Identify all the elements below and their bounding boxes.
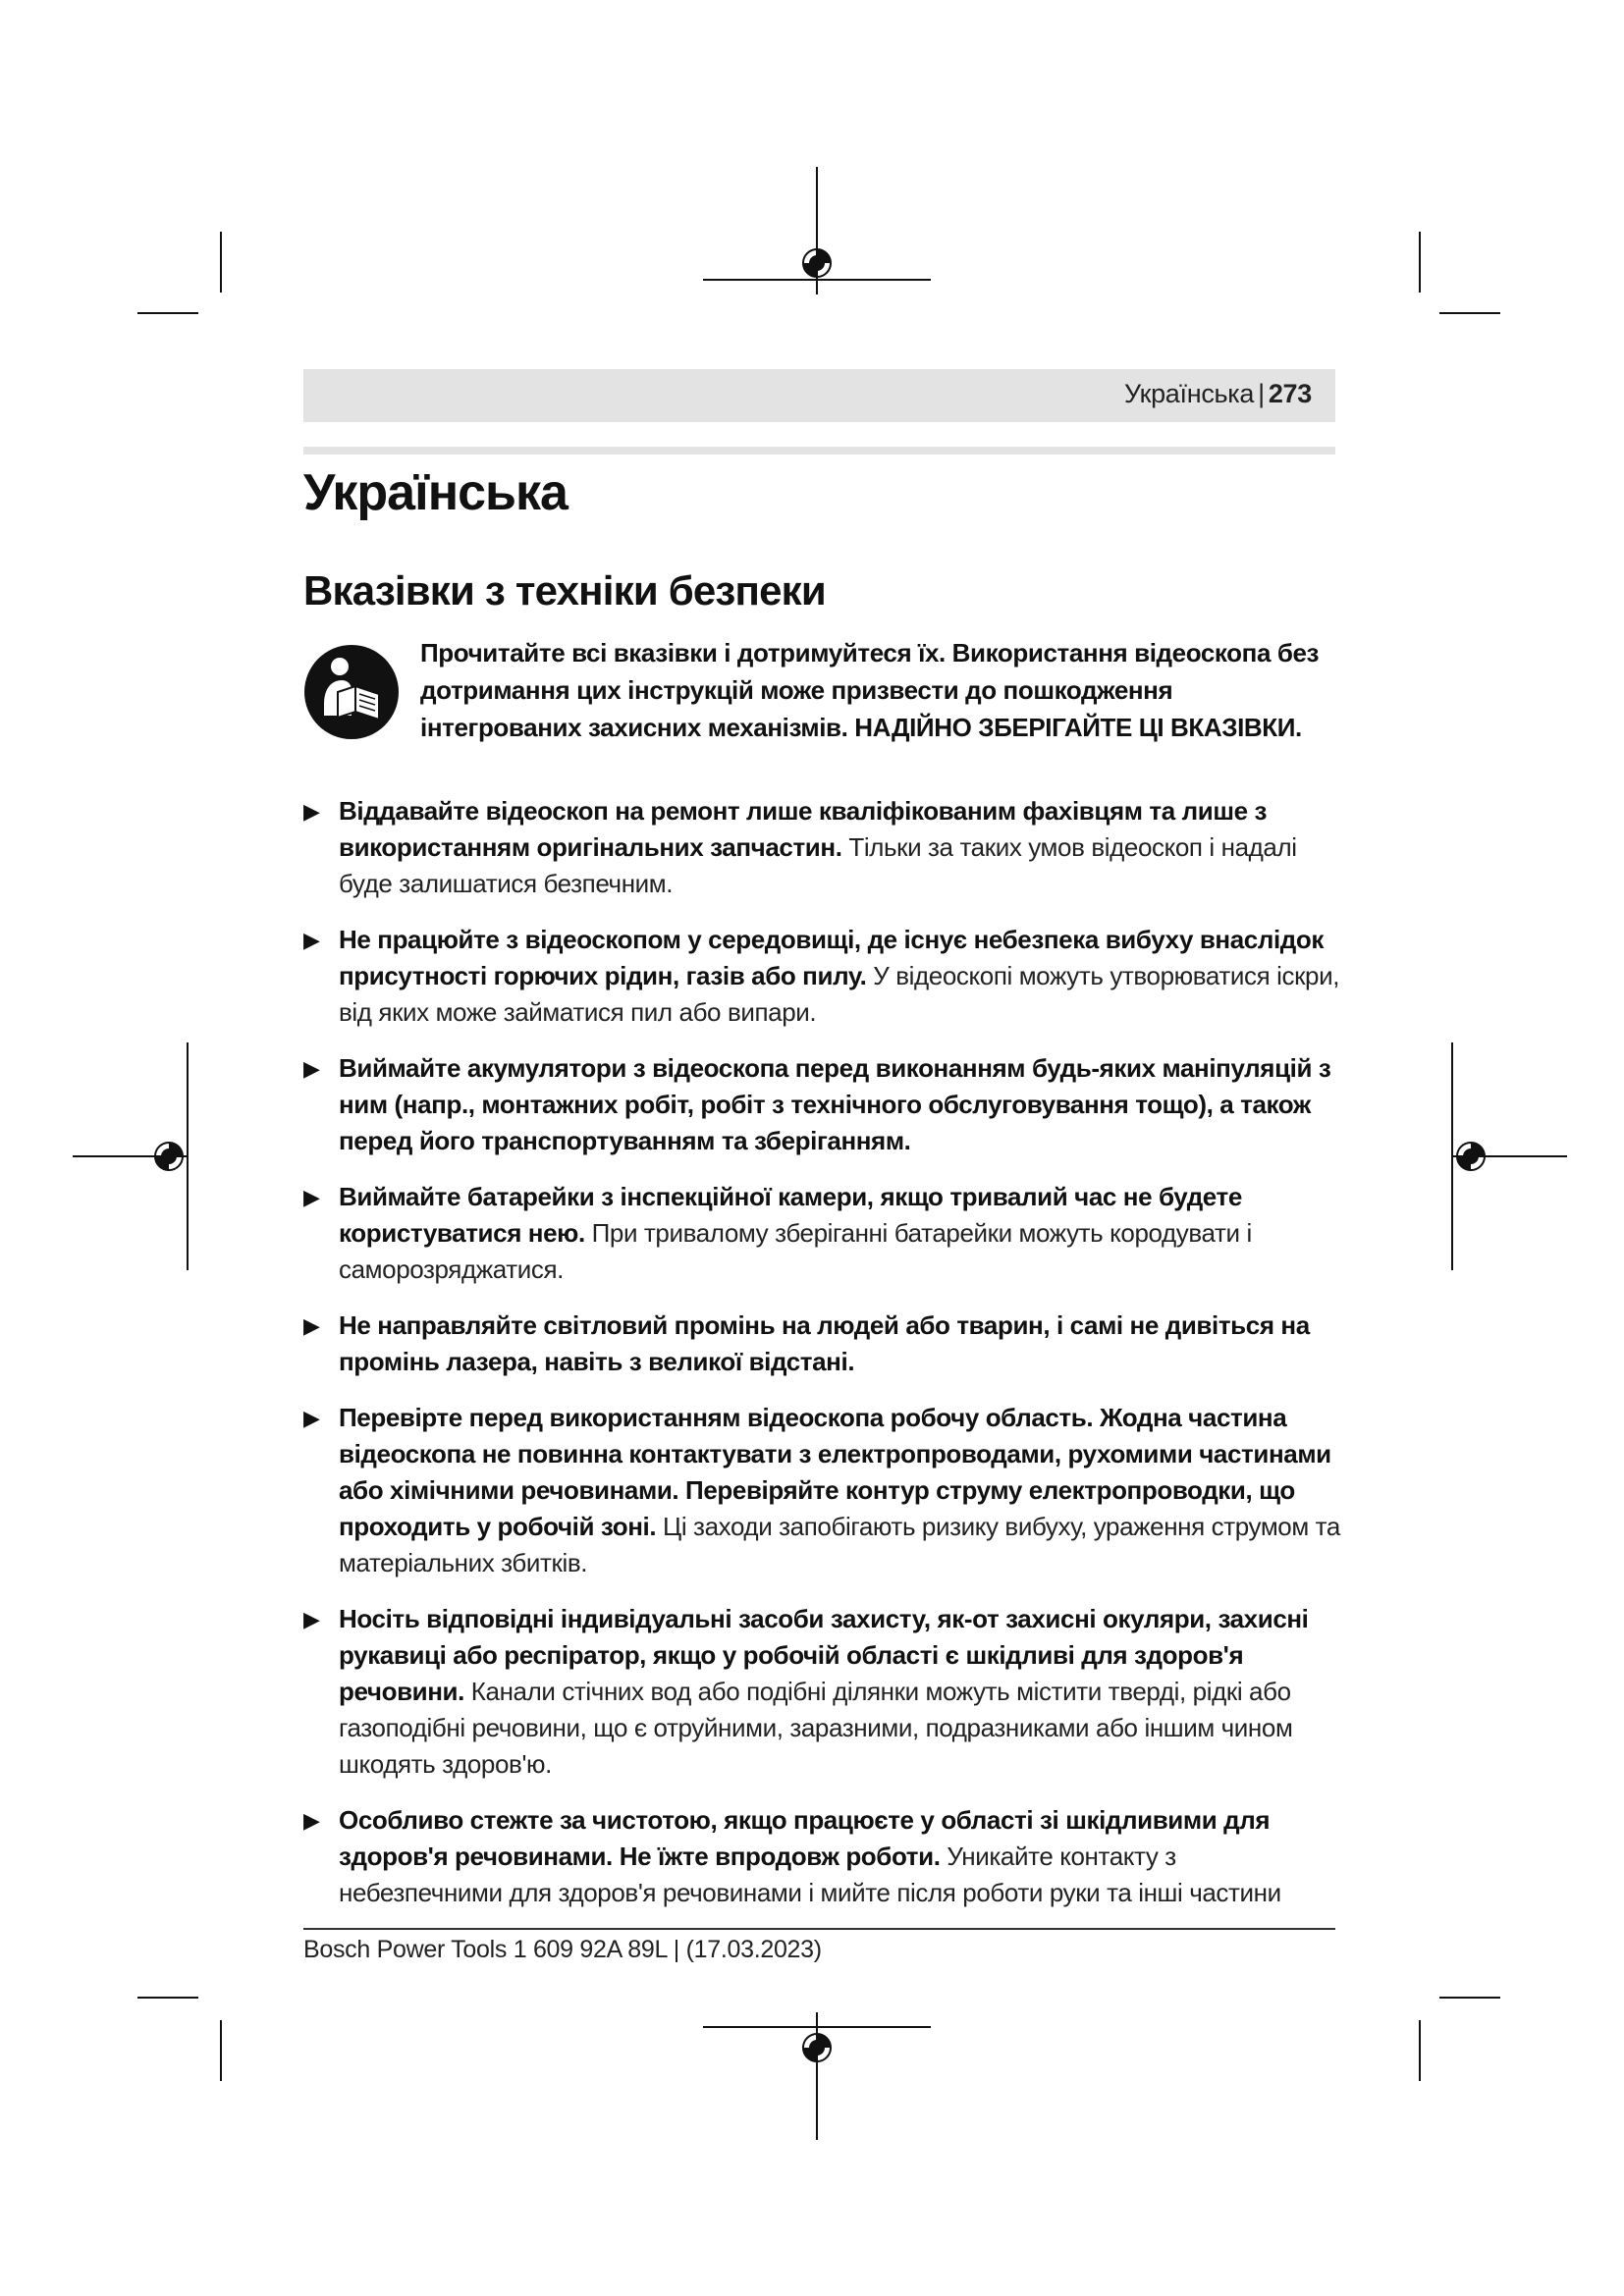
item-bold: Не направляйте світловий промінь на людей або тварин, і самі не дивіться на промінь лазера, навіть з великої відстані. (339, 1310, 1310, 1376)
bullet-arrow-icon: ▶ (303, 1808, 320, 1833)
item-bold: Виймайте батарейки з інспекційної камери, якщо тривалий час не будете користуватися нею. (339, 1182, 1242, 1248)
bullet-arrow-icon: ▶ (303, 1607, 320, 1631)
page-title: Українська (303, 464, 568, 521)
list-item (303, 1400, 1344, 1581)
bullet-arrow-icon: ▶ (303, 928, 320, 952)
registration-target-icon (149, 1137, 189, 1176)
bullet-arrow-icon: ▶ (303, 1406, 320, 1430)
bullet-arrow-icon: ▶ (303, 1056, 320, 1081)
list-item (303, 1050, 1344, 1159)
item-bold: Носіть відповідні індивідуальні засоби захисту, як-от захисні окуляри, захисні рукавиці або респіратор, якщо у робочій області є шкідливі для здоров'я речовини. (339, 1604, 1309, 1706)
bullet-arrow-icon: ▶ (303, 1313, 320, 1338)
item-bold: Особливо стежте за чистотою, якщо працюєте у області зі шкідливими для здоров'я речовинами. Не їжте впродовж роботи. (339, 1805, 1271, 1871)
footer-text: Bosch Power Tools 1 609 92A 89L | (17.03.2023) (303, 1936, 822, 1963)
list-item (303, 793, 1344, 902)
registration-target-icon (797, 2028, 837, 2067)
crop-mark (1439, 312, 1500, 314)
item-bold: Перевірте перед використанням відеоскопа робочу область. Жодна частина відеоскопа не повинна контактувати з електропроводами, рухомими частинами або хімічними речовинами. Перевіряйте контур струму електропроводки, що проходить у робочій зоні. (339, 1403, 1331, 1541)
page-number: 273 (1268, 379, 1312, 408)
crop-mark (220, 2020, 222, 2081)
section-title: Вказівки з техніки безпеки (303, 567, 826, 614)
list-item (303, 1308, 1344, 1380)
item-normal: При тривалому зберіганні батарейки можуть кородувати і саморозряджатися. (339, 1218, 1252, 1284)
bullet-arrow-icon: ▶ (303, 1185, 320, 1209)
item-bold: Не працюйте з відеоскопом у середовищі, де існує небезпека вибуху внаслідок присутності горючих рідин, газів або пилу. (339, 925, 1324, 990)
item-normal: У відеоскопі можуть утворюватися іскри, від яких може займатися пил або випари. (339, 961, 1340, 1027)
crop-mark (1439, 1997, 1500, 1999)
list-item (303, 1179, 1344, 1288)
header-separator: | (1258, 379, 1265, 408)
item-normal: Уникайте контакту з небезпечними для здоров'я речовинами і мийте після роботи руки та інші частини (339, 1842, 1281, 1907)
header-rule (303, 447, 1335, 454)
item-bold: Віддавайте відеоскоп на ремонт лише кваліфікованим фахівцям та лише з використанням оригінальних запчастин. (339, 796, 1268, 862)
registration-target-icon (1451, 1137, 1490, 1176)
running-header (303, 369, 1335, 422)
registration-target-icon (797, 243, 837, 283)
item-normal: Канали стічних вод або подібні ділянки можуть містити тверді, рідкі або газоподібні речовини, що є отруйними, заразними, подразниками або іншим чином шкодять здоров'ю. (339, 1677, 1293, 1779)
read-manual-icon (302, 643, 401, 741)
crop-mark (137, 1997, 198, 1999)
crop-mark (1419, 232, 1421, 293)
crop-mark (1419, 2020, 1421, 2081)
list-item (303, 922, 1344, 1031)
crop-mark (137, 312, 198, 314)
item-normal: Ці заходи запобігають ризику вибуху, ураження струмом та матеріальних збитків. (339, 1512, 1340, 1577)
item-bold: Виймайте акумулятори з відеоскопа перед виконанням будь-яких маніпуляцій з ним (напр., монтажних робіт, робіт з технічного обслуговування тощо), а також перед його транспортуванням та зберіганням. (339, 1053, 1331, 1155)
list-item (303, 1802, 1344, 1911)
footer-rule (303, 1928, 1335, 1930)
header-language: Українська (1123, 379, 1255, 408)
list-item (303, 1601, 1344, 1783)
intro-warning: Прочитайте всі вказівки і дотримуйтеся їх. Використання відеоскопа без дотримання цих інструкцій може призвести до пошкодження інтегрованих захисних механізмів. НАДІЙНО ЗБЕРІГАЙТЕ ЦІ ВКАЗІВКИ. (420, 638, 1320, 742)
safety-list (303, 793, 1344, 1931)
bullet-arrow-icon: ▶ (303, 799, 320, 824)
header-text (1124, 379, 1312, 409)
item-normal: Тільки за таких умов відеоскоп і надалі буде залишатися безпечним. (339, 832, 1297, 898)
crop-mark (220, 232, 222, 293)
